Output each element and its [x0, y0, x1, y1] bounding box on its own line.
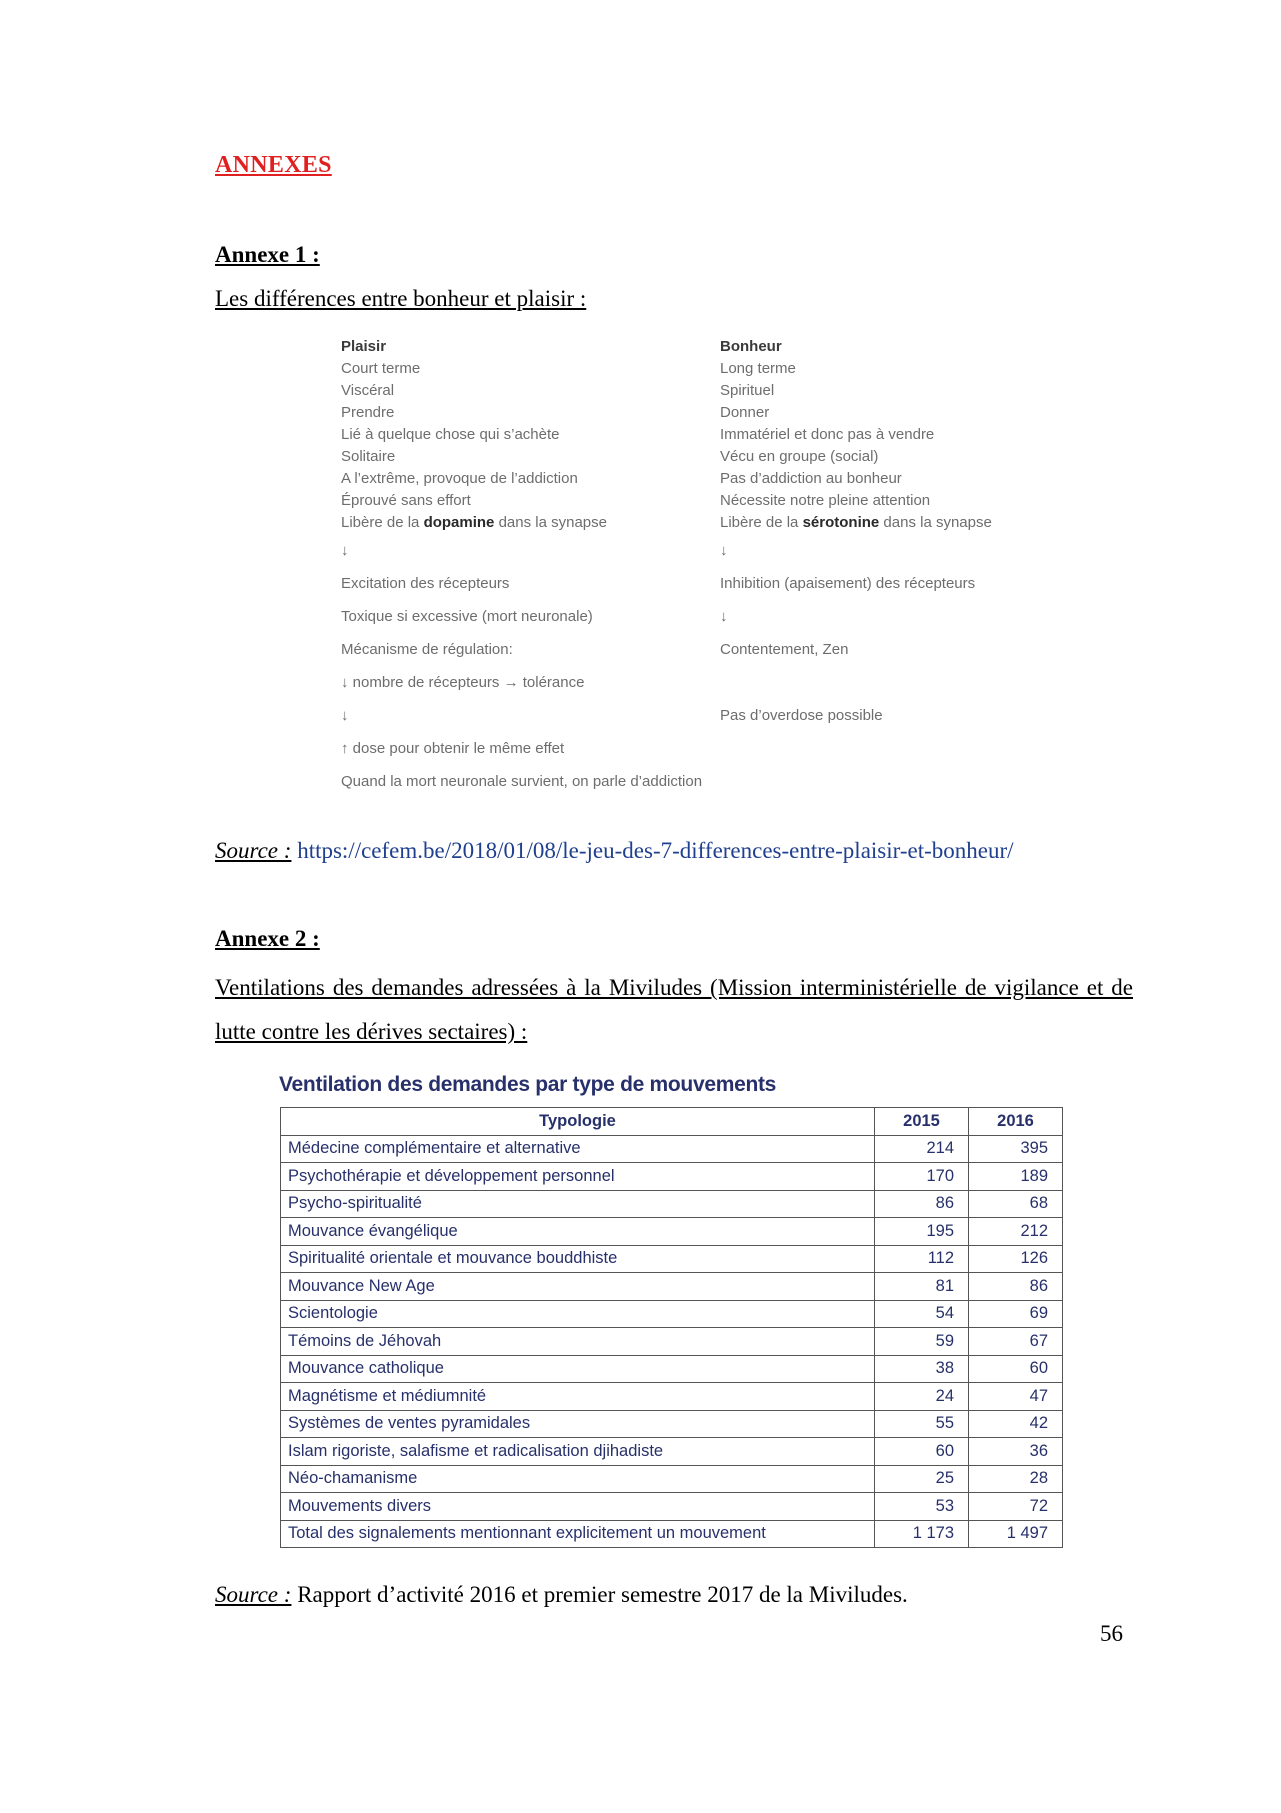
bonheur-item: Pas d’addiction au bonheur [720, 470, 902, 487]
value-2016-cell: 47 [969, 1383, 1063, 1411]
plaisir-effect: Toxique si excessive (mort neuronale) [341, 608, 593, 625]
value-2016-cell: 395 [969, 1135, 1063, 1163]
typologie-cell: Mouvements divers [281, 1493, 875, 1521]
bonheur-effect: ↓ [720, 608, 728, 625]
value-2016-cell: 67 [969, 1328, 1063, 1356]
value-2016-cell: 189 [969, 1163, 1063, 1191]
typologie-cell: Mouvance New Age [281, 1273, 875, 1301]
table-row [281, 1355, 1063, 1383]
total-label-cell: Total des signalements mentionnant explicitement un mouvement [281, 1520, 875, 1548]
annex1-heading: Annexe 1 : [215, 242, 320, 267]
typologie-cell: Mouvance catholique [281, 1355, 875, 1383]
plaisir-neuro-pre: Libère de la [341, 514, 424, 531]
typologie-cell: Magnétisme et médiumnité [281, 1383, 875, 1411]
plaisir-neuro [341, 512, 702, 534]
bonheur-item: Long terme [720, 360, 796, 377]
plaisir-header: Plaisir [341, 338, 387, 355]
value-2016-cell: 60 [969, 1355, 1063, 1383]
value-2015-cell: 59 [875, 1328, 969, 1356]
plaisir-item: Éprouvé sans effort [341, 492, 471, 509]
column-header-2016: 2016 [969, 1108, 1063, 1136]
value-2016-cell: 28 [969, 1465, 1063, 1493]
page-number: 56 [1100, 1621, 1123, 1646]
plaisir-effect: Excitation des récepteurs [341, 575, 510, 592]
annex2-description-text: Ventilations des demandes adressées à la Miviludes (Mission interministérielle de vigilance et de lutte contre les dérives sectaires) : [215, 975, 1133, 1044]
typologie-cell: Mouvance évangélique [281, 1218, 875, 1246]
bonheur-neuro-pre: Libère de la [720, 514, 803, 531]
plaisir-neuro-bold: dopamine [423, 514, 495, 531]
source-label: Source : [215, 838, 292, 863]
table-header-row [281, 1108, 1063, 1136]
value-2015-cell: 55 [875, 1410, 969, 1438]
value-2015-cell: 112 [875, 1245, 969, 1273]
bonheur-item: Immatériel et donc pas à vendre [720, 426, 935, 443]
table-row [281, 1410, 1063, 1438]
plaisir-column [341, 336, 702, 798]
table-row [281, 1218, 1063, 1246]
plaisir-item: Viscéral [341, 382, 395, 399]
annex2-source [215, 1582, 908, 1608]
source-text: Rapport d’activité 2016 et premier semestre 2017 de la Miviludes. [297, 1582, 908, 1607]
table-title: Ventilation des demandes par type de mouvements [279, 1073, 777, 1096]
table-row [281, 1245, 1063, 1273]
annex1-subtitle: Les différences entre bonheur et plaisir : [215, 286, 587, 311]
value-2016-cell: 42 [969, 1410, 1063, 1438]
bonheur-effect: Contentement, Zen [720, 641, 849, 658]
value-2016-cell: 36 [969, 1438, 1063, 1466]
plaisir-item: Lié à quelque chose qui s’achète [341, 426, 560, 443]
bonheur-neuro-bold: sérotonine [802, 514, 880, 531]
typologie-cell: Témoins de Jéhovah [281, 1328, 875, 1356]
value-2016-cell: 68 [969, 1190, 1063, 1218]
table-row [281, 1493, 1063, 1521]
value-2015-cell: 38 [875, 1355, 969, 1383]
plaisir-effect: ↓ nombre de récepteurs → tolérance [341, 674, 585, 691]
value-2015-cell: 53 [875, 1493, 969, 1521]
value-2016-cell: 86 [969, 1273, 1063, 1301]
table-row [281, 1300, 1063, 1328]
plaisir-neuro-post: dans la synapse [494, 514, 607, 531]
table-row [281, 1383, 1063, 1411]
value-2015-cell: 54 [875, 1300, 969, 1328]
plaisir-effect: ↑ dose pour obtenir le même effet [341, 740, 565, 757]
total-2015-cell: 1 173 [875, 1520, 969, 1548]
typologie-cell: Scientologie [281, 1300, 875, 1328]
table-row [281, 1273, 1063, 1301]
bonheur-header: Bonheur [720, 338, 782, 355]
plaisir-item: Solitaire [341, 448, 396, 465]
table-row [281, 1163, 1063, 1191]
source-link[interactable]: https://cefem.be/2018/01/08/le-jeu-des-7-differences-entre-plaisir-et-bonheur/ [297, 838, 1014, 863]
typologie-cell: Néo-chamanisme [281, 1465, 875, 1493]
typologie-cell: Psycho-spiritualité [281, 1190, 875, 1218]
value-2016-cell: 126 [969, 1245, 1063, 1273]
bonheur-arrow: ↓ [720, 542, 728, 559]
column-header-2015: 2015 [875, 1108, 969, 1136]
bonheur-effect: Pas d’overdose possible [720, 707, 883, 724]
value-2015-cell: 195 [875, 1218, 969, 1246]
table-row [281, 1465, 1063, 1493]
bonheur-effect [720, 666, 992, 699]
typologie-cell: Systèmes de ventes pyramidales [281, 1410, 875, 1438]
value-2015-cell: 170 [875, 1163, 969, 1191]
value-2015-cell: 81 [875, 1273, 969, 1301]
total-2016-cell: 1 497 [969, 1520, 1063, 1548]
bonheur-neuro [720, 512, 992, 534]
plaisir-item: Prendre [341, 404, 395, 421]
table-row [281, 1190, 1063, 1218]
value-2015-cell: 24 [875, 1383, 969, 1411]
typologie-cell: Médecine complémentaire et alternative [281, 1135, 875, 1163]
bonheur-item: Vécu en groupe (social) [720, 448, 879, 465]
value-2015-cell: 86 [875, 1190, 969, 1218]
table-total-row [281, 1520, 1063, 1548]
bonheur-neuro-post: dans la synapse [879, 514, 992, 531]
ventilation-table [280, 1107, 1063, 1548]
bonheur-item: Nécessite notre pleine attention [720, 492, 931, 509]
bonheur-column [720, 336, 992, 732]
plaisir-item: Court terme [341, 360, 421, 377]
annex1-source [215, 838, 1014, 864]
column-header-typologie: Typologie [281, 1108, 875, 1136]
plaisir-effect: Quand la mort neuronale survient, on parle d’addiction [341, 773, 703, 790]
value-2016-cell: 72 [969, 1493, 1063, 1521]
bonheur-item: Donner [720, 404, 770, 421]
annex2-heading: Annexe 2 : [215, 926, 320, 951]
annexes-title: ANNEXES [215, 152, 332, 178]
bonheur-item: Spirituel [720, 382, 775, 399]
value-2016-cell: 212 [969, 1218, 1063, 1246]
typologie-cell: Psychothérapie et développement personnel [281, 1163, 875, 1191]
annex2-description [215, 966, 1133, 1054]
value-2015-cell: 214 [875, 1135, 969, 1163]
typologie-cell: Spiritualité orientale et mouvance bouddhiste [281, 1245, 875, 1273]
value-2016-cell: 69 [969, 1300, 1063, 1328]
plaisir-arrow: ↓ [341, 542, 349, 559]
table-row [281, 1135, 1063, 1163]
plaisir-effect: Mécanisme de régulation: [341, 641, 513, 658]
plaisir-effect: ↓ [341, 707, 349, 724]
value-2015-cell: 60 [875, 1438, 969, 1466]
table-row [281, 1438, 1063, 1466]
table-row [281, 1328, 1063, 1356]
typologie-cell: Islam rigoriste, salafisme et radicalisation djihadiste [281, 1438, 875, 1466]
source-label: Source : [215, 1582, 292, 1607]
value-2015-cell: 25 [875, 1465, 969, 1493]
bonheur-effect: Inhibition (apaisement) des récepteurs [720, 575, 976, 592]
plaisir-item: A l’extrême, provoque de l’addiction [341, 470, 578, 487]
